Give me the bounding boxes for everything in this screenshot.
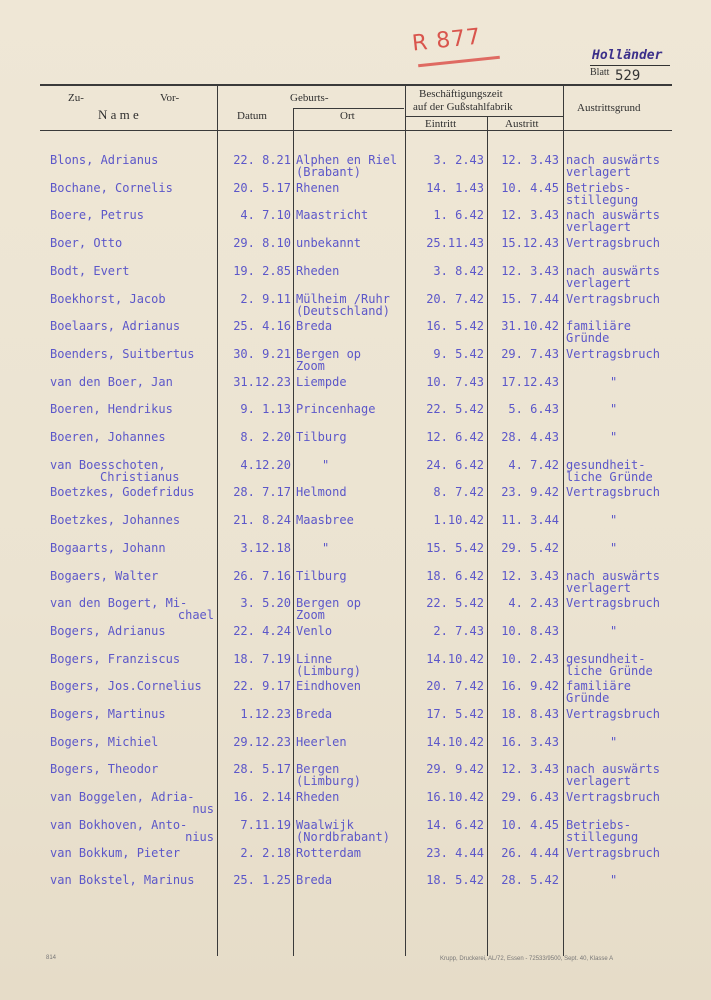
row-1-datum: 22. 8.21: [233, 153, 291, 167]
header-vor: Vor-: [160, 92, 180, 104]
row-15-ein: 15. 5.42: [426, 541, 484, 555]
col-divider-name: [217, 84, 218, 956]
row-14-datum: 21. 8.24: [233, 513, 291, 527]
row-5-ein: 3. 8.42: [433, 264, 484, 278]
row-18-name: Bogers, Adrianus: [50, 624, 166, 638]
row-10-ein: 22. 5.42: [426, 402, 484, 416]
row-12-aus: 4. 7.42: [508, 458, 559, 472]
row-19-ein: 14.10.42: [426, 652, 484, 666]
header-eintritt: Eintritt: [425, 118, 457, 130]
row-17-aus: 4. 2.43: [508, 596, 559, 610]
row-12-name2: Christianus: [100, 470, 180, 484]
row-10-grund: ": [610, 402, 618, 416]
row-5-ort: Rheden: [296, 264, 340, 278]
row-1-grund2: verlagert: [566, 165, 632, 179]
row-27-grund: ": [610, 873, 618, 887]
row-6-datum: 2. 9.11: [240, 292, 291, 306]
row-1-aus: 12. 3.43: [501, 153, 559, 167]
header-zu: Zu-: [68, 92, 84, 104]
header-name: N a m e: [98, 107, 139, 122]
col-divider-austritt: [563, 84, 564, 956]
row-18-ein: 2. 7.43: [433, 624, 484, 638]
row-4-name: Boer, Otto: [50, 236, 123, 250]
row-6-ort2: (Deutschland): [296, 304, 390, 318]
row-3-ein: 1. 6.42: [433, 208, 484, 222]
row-20-grund: familiäre: [566, 679, 632, 693]
row-25-name: van Bokhoven, Anto-: [50, 818, 188, 832]
row-23-grund: nach auswärts: [566, 762, 660, 776]
header-fabrik: auf der Gußstahlfabrik: [413, 101, 513, 113]
row-27-ort: Breda: [296, 873, 333, 887]
header-datum: Datum: [237, 110, 267, 122]
row-15-aus: 29. 5.42: [501, 541, 559, 555]
row-25-grund2: stillegung: [566, 830, 639, 844]
footer-form-number: 814: [46, 955, 57, 961]
row-18-datum: 22. 4.24: [233, 624, 291, 638]
blatt-label: Blatt: [590, 67, 610, 78]
row-16-grund2: verlagert: [566, 581, 632, 595]
nationality-label: Holländer: [592, 48, 663, 63]
row-24-ein: 16.10.42: [426, 790, 484, 804]
row-9-aus: 17.12.43: [501, 375, 559, 389]
row-22-aus: 16. 3.43: [501, 735, 559, 749]
row-6-name: Boekhorst, Jacob: [50, 292, 166, 306]
row-25-grund: Betriebs-: [566, 818, 632, 832]
row-23-ort2: (Limburg): [296, 774, 362, 788]
row-9-ort: Liempde: [296, 375, 347, 389]
row-7-grund2: Gründe: [566, 331, 610, 345]
row-2-ein: 14. 1.43: [426, 181, 484, 195]
blatt-number: 529: [615, 68, 641, 84]
row-24-ort: Rheden: [296, 790, 340, 804]
col-divider-ort: [405, 84, 406, 956]
row-23-aus: 12. 3.43: [501, 762, 559, 776]
row-14-ein: 1.10.42: [433, 513, 484, 527]
row-8-ort2: Zoom: [296, 359, 325, 373]
row-9-grund: ": [610, 375, 618, 389]
row-8-datum: 30. 9.21: [233, 347, 291, 361]
geburts-sub-rule: [294, 108, 404, 109]
row-23-ein: 29. 9.42: [426, 762, 484, 776]
row-17-datum: 3. 5.20: [240, 596, 291, 610]
row-2-datum: 20. 5.17: [233, 181, 291, 195]
row-25-ort2: (Nordbrabant): [296, 830, 390, 844]
row-26-ort: Rotterdam: [296, 846, 362, 860]
table-top-rule: [40, 84, 672, 86]
row-13-aus: 23. 9.42: [501, 485, 559, 499]
row-24-name2: nus: [192, 802, 214, 816]
col-divider-eintritt: [487, 116, 488, 956]
row-6-aus: 15. 7.44: [501, 292, 559, 306]
stamp-underline: [418, 56, 500, 68]
row-8-ein: 9. 5.42: [433, 347, 484, 361]
row-11-aus: 28. 4.43: [501, 430, 559, 444]
row-11-grund: ": [610, 430, 618, 444]
row-22-datum: 29.12.23: [233, 735, 291, 749]
row-3-grund2: verlagert: [566, 220, 632, 234]
row-3-ort: Maastricht: [296, 208, 369, 222]
row-18-aus: 10. 8.43: [501, 624, 559, 638]
row-4-grund: Vertragsbruch: [566, 236, 660, 250]
row-20-name: Bogers, Jos.Cornelius: [50, 679, 202, 693]
row-8-aus: 29. 7.43: [501, 347, 559, 361]
row-5-name: Bodt, Evert: [50, 264, 130, 278]
row-13-name: Boetzkes, Godefridus: [50, 485, 195, 499]
archive-stamp: R 877: [410, 24, 483, 57]
row-14-name: Boetzkes, Johannes: [50, 513, 181, 527]
col-divider-datum: [293, 108, 294, 956]
row-26-aus: 26. 4.44: [501, 846, 559, 860]
header-austrittsgrund: Austrittsgrund: [577, 102, 641, 114]
row-9-ein: 10. 7.43: [426, 375, 484, 389]
row-12-grund: gesundheit-: [566, 458, 646, 472]
row-12-ein: 24. 6.42: [426, 458, 484, 472]
row-26-grund: Vertragsbruch: [566, 846, 660, 860]
row-12-grund2: liche Gründe: [566, 470, 653, 484]
row-23-ort: Bergen: [296, 762, 340, 776]
row-3-datum: 4. 7.10: [240, 208, 291, 222]
row-1-ein: 3. 2.43: [433, 153, 484, 167]
row-24-aus: 29. 6.43: [501, 790, 559, 804]
row-19-name: Bogers, Franziscus: [50, 652, 181, 666]
row-2-ort: Rhenen: [296, 181, 340, 195]
row-19-grund2: liche Gründe: [566, 664, 653, 678]
row-20-ein: 20. 7.42: [426, 679, 484, 693]
row-22-name: Bogers, Michiel: [50, 735, 159, 749]
header-ort: Ort: [340, 110, 355, 122]
row-26-ein: 23. 4.44: [426, 846, 484, 860]
row-1-grund: nach auswärts: [566, 153, 660, 167]
row-16-ort: Tilburg: [296, 569, 347, 583]
row-27-datum: 25. 1.25: [233, 873, 291, 887]
row-10-aus: 5. 6.43: [508, 402, 559, 416]
row-12-ort: ": [322, 458, 330, 472]
row-18-grund: ": [610, 624, 618, 638]
row-11-datum: 8. 2.20: [240, 430, 291, 444]
row-21-ort: Breda: [296, 707, 333, 721]
row-22-ein: 14.10.42: [426, 735, 484, 749]
row-13-datum: 28. 7.17: [233, 485, 291, 499]
row-16-name: Bogaers, Walter: [50, 569, 159, 583]
row-15-datum: 3.12.18: [240, 541, 291, 555]
row-21-datum: 1.12.23: [240, 707, 291, 721]
row-2-grund2: stillegung: [566, 193, 639, 207]
row-15-grund: ": [610, 541, 618, 555]
row-6-ein: 20. 7.42: [426, 292, 484, 306]
row-21-ein: 17. 5.42: [426, 707, 484, 721]
row-13-ein: 8. 7.42: [433, 485, 484, 499]
row-1-ort2: (Brabant): [296, 165, 362, 179]
row-17-ein: 22. 5.42: [426, 596, 484, 610]
row-14-ort: Maasbree: [296, 513, 354, 527]
row-8-ort: Bergen op: [296, 347, 362, 361]
row-20-grund2: Gründe: [566, 691, 610, 705]
header-geburts: Geburts-: [290, 92, 329, 104]
row-4-aus: 15.12.43: [501, 236, 559, 250]
row-13-ort: Helmond: [296, 485, 347, 499]
row-19-ort2: (Limburg): [296, 664, 362, 678]
row-24-datum: 16. 2.14: [233, 790, 291, 804]
table-header-rule: [40, 130, 672, 131]
row-27-name: van Bokstel, Marinus: [50, 873, 195, 887]
row-14-aus: 11. 3.44: [501, 513, 559, 527]
row-12-name: van Boesschoten,: [50, 458, 166, 472]
row-22-ort: Heerlen: [296, 735, 347, 749]
row-26-name: van Bokkum, Pieter: [50, 846, 181, 860]
row-7-aus: 31.10.42: [501, 319, 559, 333]
row-25-name2: nius: [185, 830, 214, 844]
row-7-datum: 25. 4.16: [233, 319, 291, 333]
row-9-datum: 31.12.23: [233, 375, 291, 389]
row-8-grund: Vertragsbruch: [566, 347, 660, 361]
row-1-ort: Alphen en Riel: [296, 153, 398, 167]
row-2-name: Bochane, Cornelis: [50, 181, 173, 195]
row-16-grund: nach auswärts: [566, 569, 660, 583]
row-15-name: Bogaarts, Johann: [50, 541, 166, 555]
row-25-datum: 7.11.19: [240, 818, 291, 832]
row-5-grund: nach auswärts: [566, 264, 660, 278]
row-19-datum: 18. 7.19: [233, 652, 291, 666]
row-16-ein: 18. 6.42: [426, 569, 484, 583]
row-8-name: Boenders, Suitbertus: [50, 347, 195, 361]
row-12-datum: 4.12.20: [240, 458, 291, 472]
row-15-ort: ": [322, 541, 330, 555]
header-austritt: Austritt: [505, 118, 539, 130]
row-20-ort: Eindhoven: [296, 679, 362, 693]
row-25-ort: Waalwijk: [296, 818, 354, 832]
row-26-datum: 2. 2.18: [240, 846, 291, 860]
row-24-name: van Boggelen, Adria-: [50, 790, 195, 804]
row-4-ort: unbekannt: [296, 236, 362, 250]
row-19-ort: Linne: [296, 652, 333, 666]
row-19-aus: 10. 2.43: [501, 652, 559, 666]
row-5-aus: 12. 3.43: [501, 264, 559, 278]
row-18-ort: Venlo: [296, 624, 333, 638]
row-23-grund2: verlagert: [566, 774, 632, 788]
row-17-grund: Vertragsbruch: [566, 596, 660, 610]
row-21-name: Bogers, Martinus: [50, 707, 166, 721]
row-11-ort: Tilburg: [296, 430, 347, 444]
row-3-name: Boere, Petrus: [50, 208, 144, 222]
row-6-grund: Vertragsbruch: [566, 292, 660, 306]
row-16-datum: 26. 7.16: [233, 569, 291, 583]
row-5-datum: 19. 2.85: [233, 264, 291, 278]
row-16-aus: 12. 3.43: [501, 569, 559, 583]
row-3-grund: nach auswärts: [566, 208, 660, 222]
header-beschaeftigung: Beschäftigungszeit: [419, 88, 503, 100]
row-21-grund: Vertragsbruch: [566, 707, 660, 721]
footer-printer-note: Krupp, Druckerei, AL/72, Essen - 72533/9500, Sept. 40, Klasse A: [440, 956, 614, 962]
nationality-underline: [590, 65, 670, 66]
row-19-grund: gesundheit-: [566, 652, 646, 666]
row-1-name: Blons, Adrianus: [50, 153, 159, 167]
row-23-datum: 28. 5.17: [233, 762, 291, 776]
row-13-grund: Vertragsbruch: [566, 485, 660, 499]
row-27-ein: 18. 5.42: [426, 873, 484, 887]
row-2-aus: 10. 4.45: [501, 181, 559, 195]
row-6-ort: Mülheim /Ruhr: [296, 292, 390, 306]
row-24-grund: Vertragsbruch: [566, 790, 660, 804]
row-14-grund: ": [610, 513, 618, 527]
row-21-aus: 18. 8.43: [501, 707, 559, 721]
row-10-ort: Princenhage: [296, 402, 376, 416]
row-7-ein: 16. 5.42: [426, 319, 484, 333]
row-20-datum: 22. 9.17: [233, 679, 291, 693]
row-11-name: Boeren, Johannes: [50, 430, 166, 444]
row-10-name: Boeren, Hendrikus: [50, 402, 173, 416]
row-7-grund: familiäre: [566, 319, 632, 333]
row-11-ein: 12. 6.42: [426, 430, 484, 444]
row-17-ort: Bergen op: [296, 596, 362, 610]
row-9-name: van den Boer, Jan: [50, 375, 173, 389]
row-3-aus: 12. 3.43: [501, 208, 559, 222]
row-25-ein: 14. 6.42: [426, 818, 484, 832]
row-17-name2: chael: [177, 608, 214, 622]
row-7-name: Boelaars, Adrianus: [50, 319, 181, 333]
row-7-ort: Breda: [296, 319, 333, 333]
row-27-aus: 28. 5.42: [501, 873, 559, 887]
row-4-datum: 29. 8.10: [233, 236, 291, 250]
row-17-name: van den Bogert, Mi-: [50, 596, 188, 610]
row-20-aus: 16. 9.42: [501, 679, 559, 693]
beschaeftigung-sub-rule: [405, 116, 563, 117]
row-10-datum: 9. 1.13: [240, 402, 291, 416]
row-4-ein: 25.11.43: [426, 236, 484, 250]
row-17-ort2: Zoom: [296, 608, 325, 622]
row-22-grund: ": [610, 735, 618, 749]
row-5-grund2: verlagert: [566, 276, 632, 290]
row-23-name: Bogers, Theodor: [50, 762, 159, 776]
row-2-grund: Betriebs-: [566, 181, 632, 195]
row-25-aus: 10. 4.45: [501, 818, 559, 832]
